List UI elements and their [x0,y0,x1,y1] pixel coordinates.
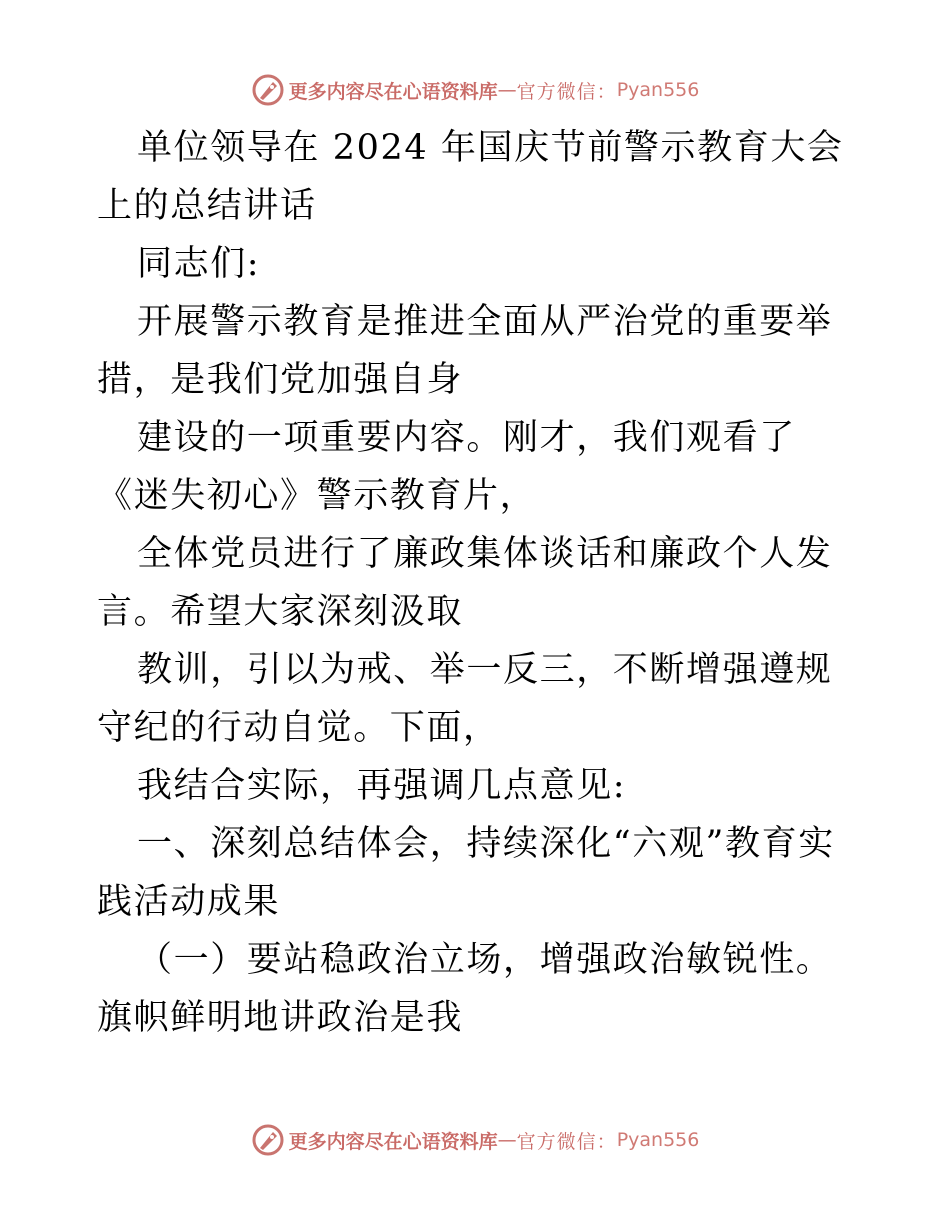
footer-watermark [0,1120,950,1160]
pen-nib-logo-icon [251,1123,285,1157]
pen-nib-logo-icon [251,73,285,107]
header-wechat-label: 官方微信： [516,80,617,103]
subsection-heading: （一）要站稳政治立场，增强政治敏锐性。旗帜鲜明地讲政治是我 [97,940,833,1038]
paragraph: 开展警示教育是推进全面从严治党的重要举措，是我们党加强自身 [97,302,833,400]
footer-site-name: 更多内容尽在心语资料库 [288,1130,498,1153]
paragraph: 全体党员进行了廉政集体谈话和廉政个人发言。希望大家深刻汲取 [97,534,833,632]
paragraph: 建设的一项重要内容。刚才，我们观看了《迷失初心》警示教育片， [97,418,796,516]
header-wechat-id: Pyan556 [616,79,700,101]
header-separator: — [497,79,517,101]
footer-separator: — [497,1129,517,1151]
paragraph: 我结合实际，再强调几点意见: [137,766,627,806]
paragraph: 教训，引以为戒、举一反三，不断增强遵规守纪的行动自觉。下面， [97,650,833,748]
footer-wechat-label: 官方微信： [516,1130,617,1153]
document-title: 单位领导在 2024 年国庆节前警示教育大会上的总结讲话 [97,128,844,226]
document-body [97,119,857,1047]
header-site-name: 更多内容尽在心语资料库 [288,80,498,103]
salutation: 同志们: [137,244,261,284]
footer-wechat-id: Pyan556 [616,1129,700,1151]
header-watermark [0,70,950,110]
section-heading: 一、深刻总结体会，持续深化“六观”教育实践活动成果 [97,824,835,922]
